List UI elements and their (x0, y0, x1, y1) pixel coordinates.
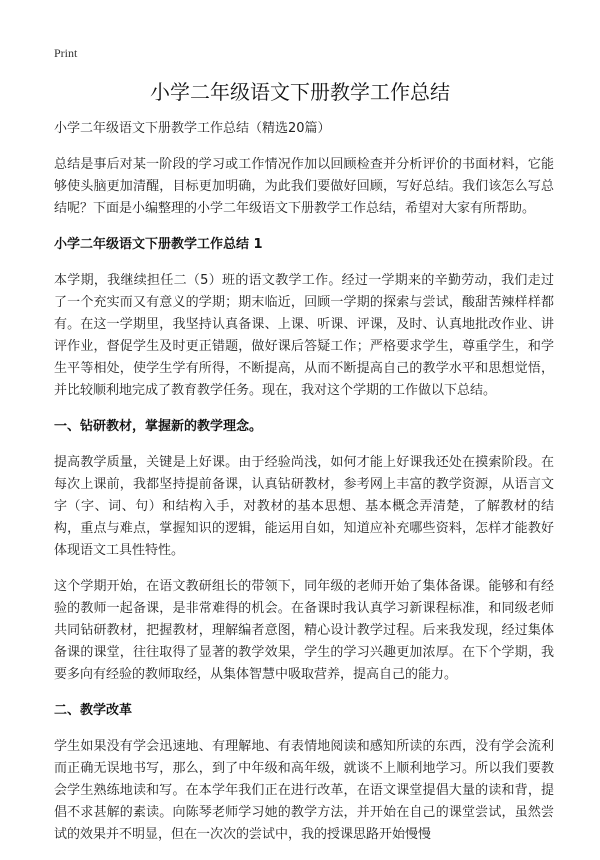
section-paragraph: 本学期，我继续担任二（5）班的语文教学工作。经过一学期来的辛勤劳动，我们走过了一个充实而又有意义的学期；期末临近，回顾一学期的探索与尝试，酸甜苦辣样样都有。在这一学期里，我坚持认真备课、上课、听课、评课，及时、认真地批改作业、讲评作业，督促学生及时更正错题，做好课后答疑工作；严格要求学生，尊重学生，和学生平等相处，使学生学有所得，不断提高，从而不断提高自己的教学水平和思想觉悟，并比较顺利地完成了教育教学任务。现在，我对这个学期的工作做以下总结。 (54, 273, 554, 398)
section-heading: 小学二年级语文下册教学工作总结 1 (54, 237, 263, 252)
section-paragraph: 这个学期开始，在语文教研组长的带领下，同年级的老师开始了集体备课。能够和有经验的教师一起备课，是非常难得的机会。在备课时我认真学习新课程标准，和同级老师共同钻研教材，把握教材，理解编者意图，精心设计教学过程。后来我发现，经过集体备课的课堂，往往取得了显著的教学效果，学生的学习兴趣更加浓厚。在下个学期，我要多向有经验的教师取经，从集体智慧中吸取营养，提高自己的能力。 (54, 579, 554, 682)
document-body (54, 118, 554, 860)
section-paragraph: 提高教学质量，关键是上好课。由于经验尚浅，如何才能上好课我还处在摸索阶段。在每次上课前，我都坚持提前备课，认真钻研教材，参考网上丰富的教学资源，从语言文字（字、词、句）和结构入手，对教材的基本思想、基本概念弄清楚，了解教材的结构，重点与难点，掌握知识的逻辑，能运用自如，知道应补充哪些资料，怎样才能教好体现语文工具性特性。 (54, 455, 554, 558)
section-heading: 二、教学改革 (54, 703, 133, 718)
section-paragraph: 学生如果没有学会迅速地、有理解地、有表情地阅读和感知所读的东西，没有学会流利而正确无误地书写，那么，到了中年级和高年级，就谈不上顺利地学习。所以我们要教会学生熟练地读和写。在本学年我们正在进行改革，在语文课堂提倡大量的读和背，提倡不求甚解的素读。向陈琴老师学习她的教学方法，并开始在自己的课堂尝试，虽然尝试的效果并不明显，但在一次次的尝试中，我的授课思路开始慢慢 (54, 739, 554, 842)
intro-paragraph: 总结是事后对某一阶段的学习或工作情况作加以回顾检查并分析评价的书面材料，它能够使头脑更加清醒，目标更加明确，为此我们要做好回顾，写好总结。我们该怎么写总结呢？下面是小编整理的小学二年级语文下册教学工作总结，希望对大家有所帮助。 (54, 157, 554, 216)
print-link[interactable]: Print (54, 46, 78, 60)
page-title: 小学二年级语文下册教学工作总结 (150, 80, 450, 104)
section-heading: 一、钻研教材，掌握新的教学理念。 (54, 419, 263, 434)
document-subtitle: 小学二年级语文下册教学工作总结（精选20篇） (54, 121, 331, 136)
